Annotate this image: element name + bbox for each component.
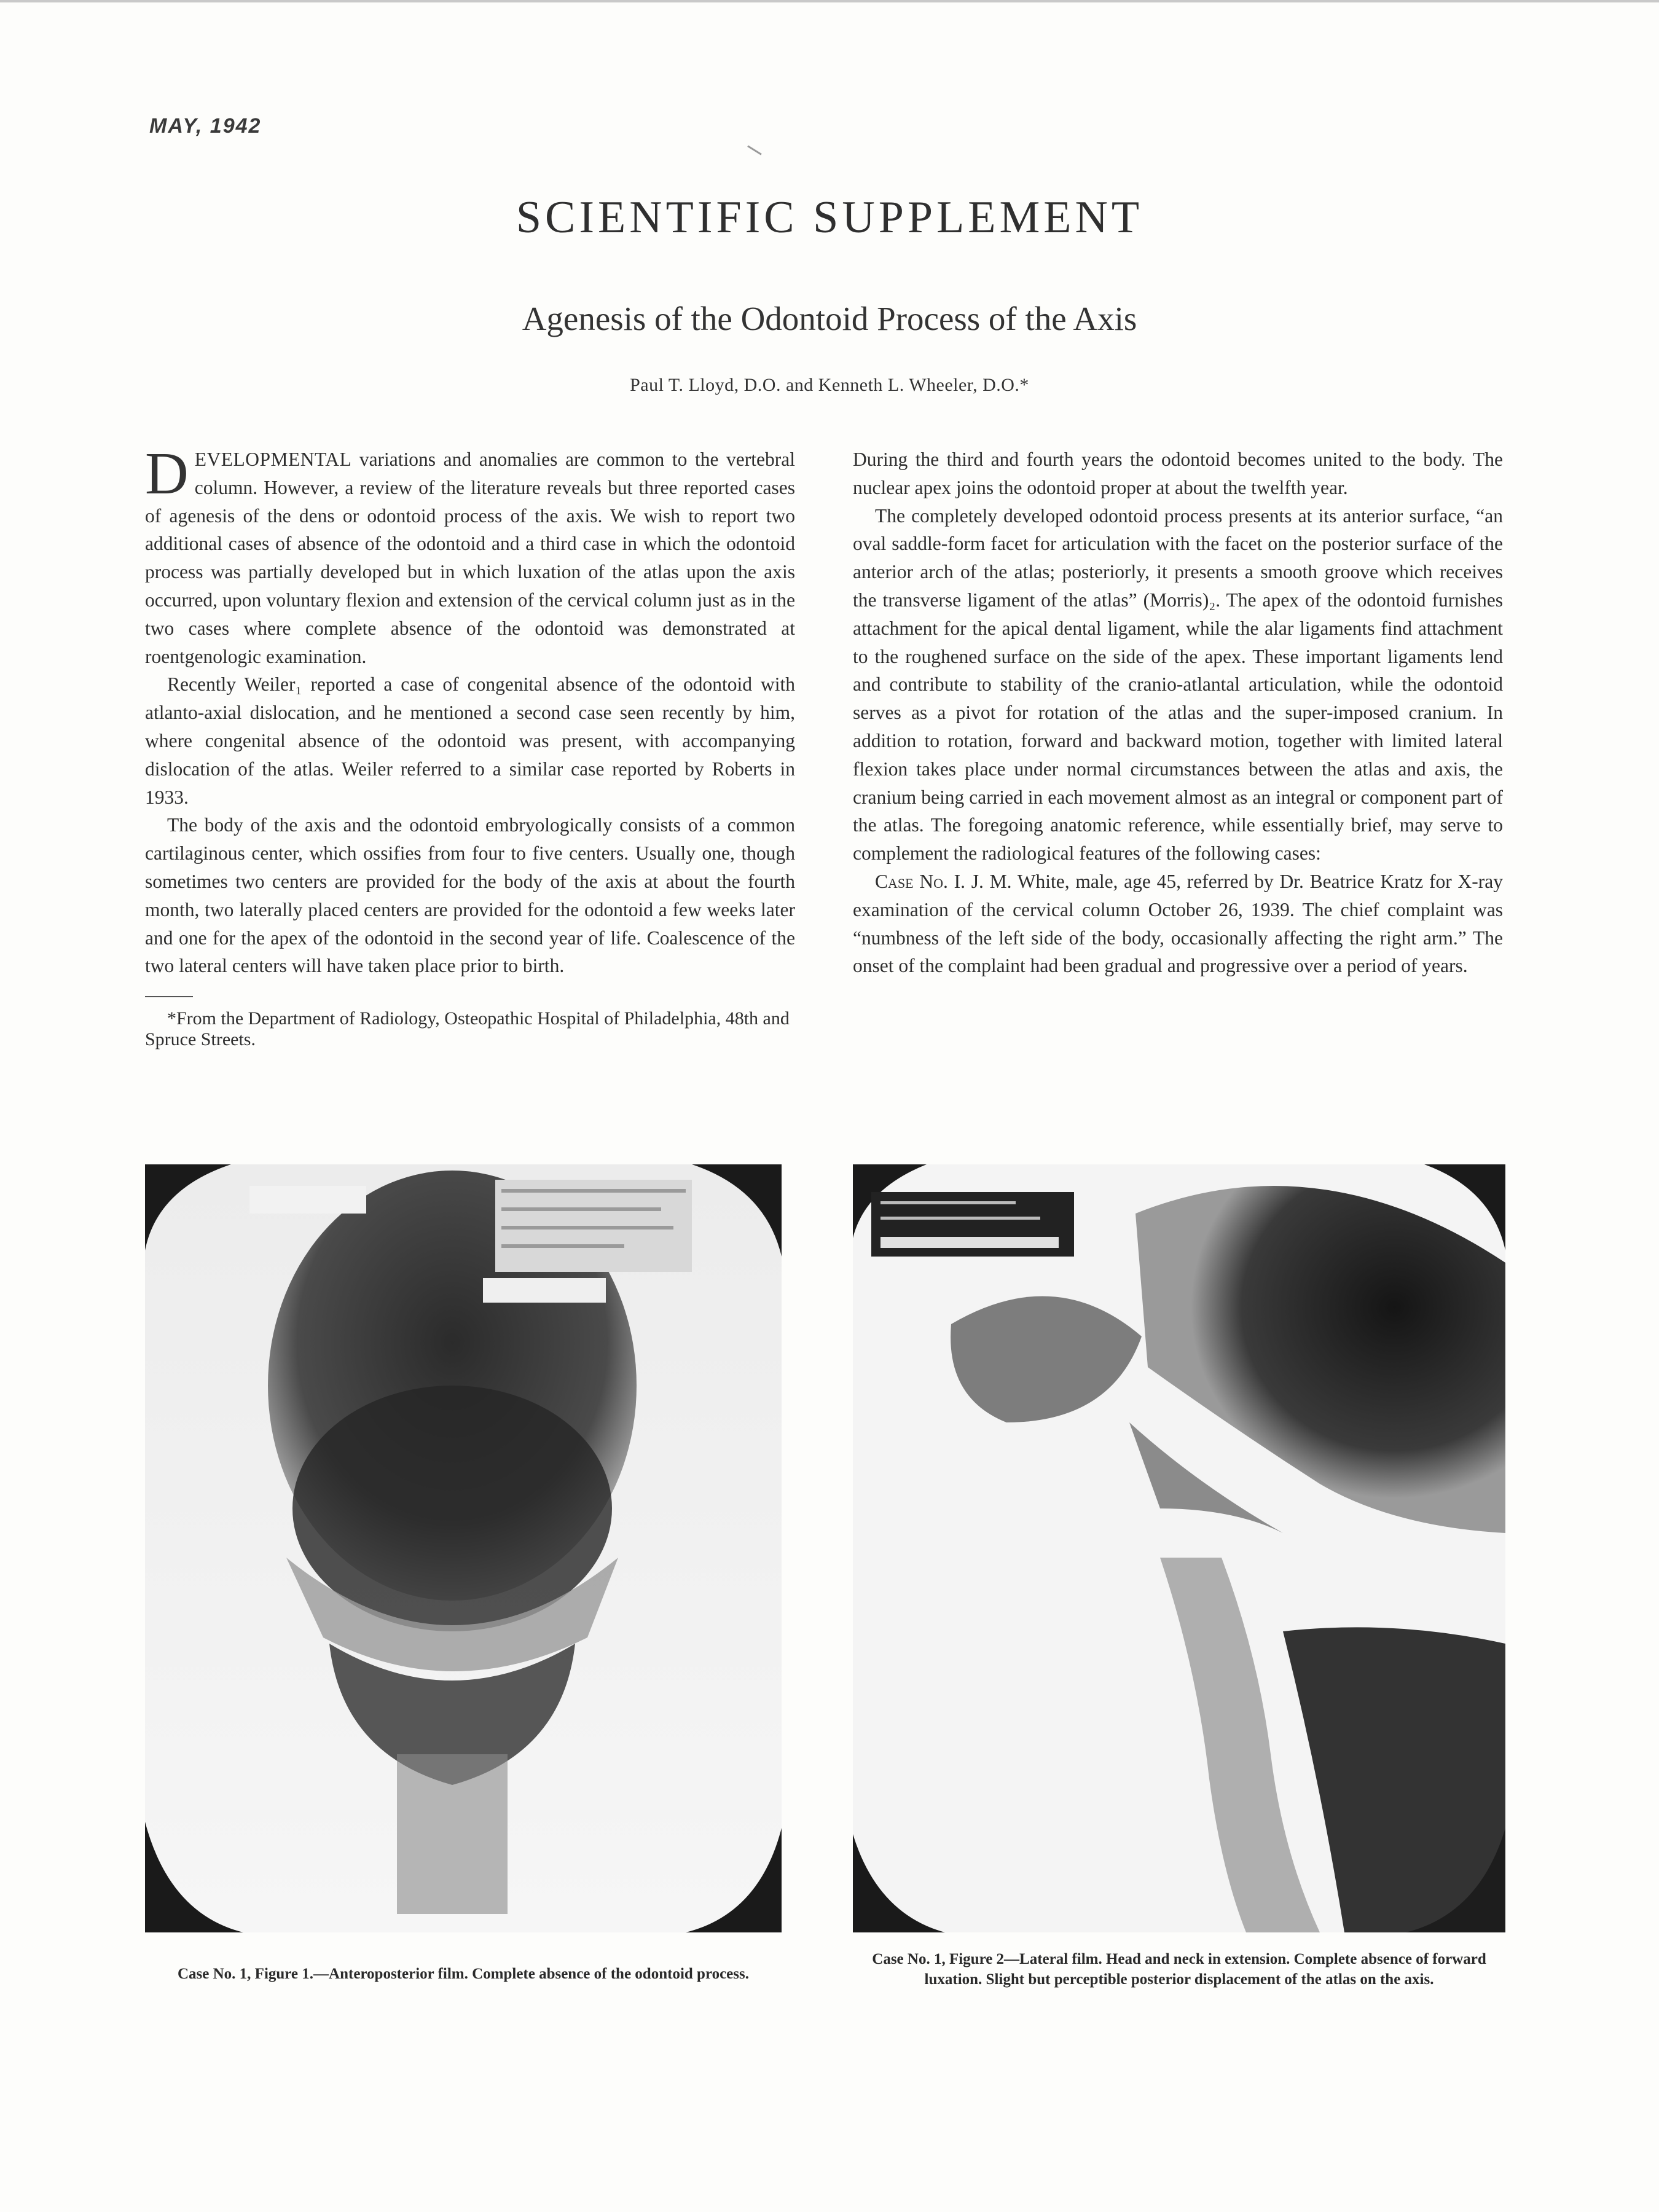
authors-line: Paul T. Lloyd, D.O. and Kenneth L. Wheeler, D.O.* (630, 375, 1029, 395)
article-title: Agenesis of the Odontoid Process of the Axis (522, 300, 1137, 337)
paragraph-weiler: Recently Weiler₁ reported a case of congenital absence of the odontoid with atlanto-axial dislocation, and he mentioned a second case seen recently by him, where congenital absence of the odontoid was present, with accompanying dislocation of the atlas. Weiler referred to a similar case reported by Roberts in 1933. (145, 673, 795, 808)
figure-2-caption: Case No. 1, Figure 2—Lateral film. Head and neck in extension. Complete absence of forward luxation. Slight but perceptible posterior displacement of the atlas on the axis. (872, 1951, 1486, 1988)
intro-text: variations and anomalies are common to the vertebral column. However, a review of the literature reveals but three reported cases of agenesis of the dens or odontoid process of the axis. We wish to report two additional cases of absence of the odontoid and a third case in which the odontoid process was partially developed but in which luxation of the atlas upon the axis occurred, upon voluntary flexion and extension of the cervical column just as in the two cases where complete absence of the odontoid was demonstrated at roentgenologic examination. (145, 449, 795, 667)
footnote-rule (145, 996, 193, 997)
paragraph-intro (145, 441, 795, 670)
print-speck (747, 145, 762, 155)
figure-2-xray-lateral (853, 1164, 1505, 1932)
intro-lead-word: EVELOPMENTAL (194, 449, 352, 470)
paragraph-embryology: The body of the axis and the odontoid embryologically consists of a common cartilaginous center, which ossifies from four to five centers. Usually one, though sometimes two centers are provided for the body of the axis at about the fourth month, two laterally placed centers are provided for the odontoid a few weeks later and one for the apex of the odontoid in the second year of life. Coalescence of the two lateral centers will have taken place prior to birth. (145, 814, 795, 977)
case-one-text: J. M. White, male, age 45, referred by Dr. Beatrice Kratz for X-ray examination of the cervical column October 26, 1939. The chief complaint was “numbness of the left side of the body, occasionally affecting the right arm.” The onset of the complaint had been gradual and progressive over a period of years. (853, 870, 1503, 977)
left-column (145, 441, 795, 1050)
right-column (853, 445, 1503, 980)
footnote: *From the Department of Radiology, Osteopathic Hospital of Philadelphia, 48th and Spruce Streets. (145, 1008, 790, 1050)
journal-title: SCIENTIFIC SUPPLEMENT (516, 192, 1143, 243)
dropcap-letter: D (145, 441, 189, 507)
xray-ap-image (145, 1164, 782, 1932)
paragraph-development: During the third and fourth years the odontoid becomes united to the body. The nuclear apex joins the odontoid proper at about the twelfth year. (853, 449, 1503, 498)
figure-1-xray-ap (145, 1164, 782, 1932)
xray-lateral-image (853, 1164, 1505, 1932)
page-top-edge (0, 0, 1659, 2)
paragraph-case-one (853, 868, 1503, 980)
paragraph-anatomy: The completely developed odontoid process presents at its anterior surface, “an oval saddle-form facet for articulation with the facet on the posterior surface of the anterior arch of the atlas; posteriorly, it presents a smooth groove which receives the transverse ligament of the atlas” (Morris)₂. The apex of the odontoid furnishes attachment for the apical dental ligament, while the alar ligaments find attachment to the roughened surface on the side of the apex. These important ligaments lend and contribute to stability of the cranio-atlantal articulation, while the odontoid serves as a pivot for rotation of the atlas and the super-imposed cranium. In addition to rotation, forward and backward motion, together with limited lateral flexion takes place under normal circumstances between the atlas and axis, the cranium being carried in each movement almost as an integral or component part of the atlas. The foregoing anatomic reference, while essentially brief, may serve to complement the radiological features of the following cases: (853, 504, 1503, 865)
figure-1-caption: Case No. 1, Figure 1.—Anteroposterior film. Complete absence of the odontoid process. (177, 1966, 749, 1982)
case-one-lead: Case No. I. (875, 870, 965, 892)
dateline: MAY, 1942 (149, 114, 262, 138)
